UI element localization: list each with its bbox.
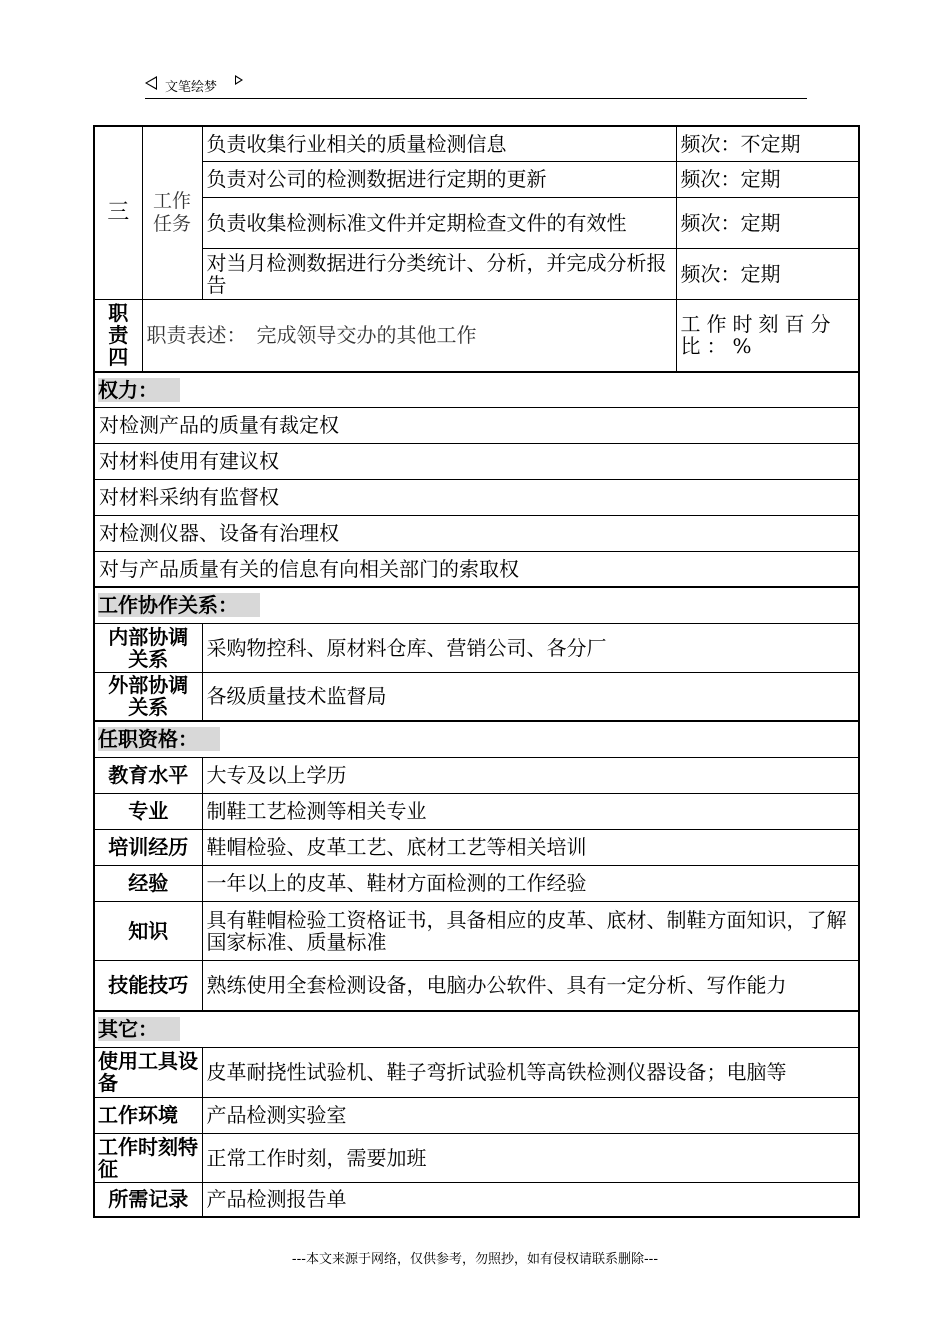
duty3-task: 负责收集行业相关的质量检测信息 — [202, 126, 676, 161]
relations-label: 外部协调关系 — [94, 672, 202, 721]
duty3-task: 负责对公司的检测数据进行定期的更新 — [202, 161, 676, 197]
other-label: 工作环境 — [94, 1097, 202, 1133]
duty3-task: 对当月检测数据进行分类统计、分析，并完成分析报告 — [202, 248, 676, 299]
qualification-row — [94, 901, 859, 960]
duty4-row — [94, 299, 859, 372]
duty3-freq: 频次：定期 — [676, 161, 859, 197]
page-footer: ---本文来源于网络，仅供参考，勿照抄，如有侵权请联系删除--- — [291, 1252, 659, 1267]
power-title: 权力： — [98, 378, 180, 402]
qualification-label: 培训经历 — [94, 829, 202, 865]
qualification-label: 教育水平 — [94, 757, 202, 793]
qualification-value: 大专及以上学历 — [202, 757, 859, 793]
other-value: 正常工作时刻，需要加班 — [202, 1133, 859, 1182]
duty3-label: 工作任务 — [142, 126, 202, 299]
other-value: 产品检测报告单 — [202, 1182, 859, 1217]
power-item-text: 对检测产品的质量有裁定权 — [94, 407, 859, 443]
relations-value: 采购物控科、原材料仓库、营销公司、各分厂 — [202, 623, 859, 672]
header-brand: 文笔绘梦 — [165, 80, 218, 95]
qualification-row — [94, 829, 859, 865]
power-item — [94, 407, 859, 443]
qualification-value: 鞋帽检验、皮革工艺、底材工艺等相关培训 — [202, 829, 859, 865]
other-row — [94, 1182, 859, 1217]
duty3-task: 负责收集检测标准文件并定期检查文件的有效性 — [202, 197, 676, 248]
other-row — [94, 1097, 859, 1133]
other-value: 产品检测实验室 — [202, 1097, 859, 1133]
other-label: 工作时刻特征 — [94, 1133, 202, 1182]
other-label: 使用工具设备 — [94, 1047, 202, 1097]
power-item — [94, 443, 859, 479]
relations-row — [94, 623, 859, 672]
qualification-value: 一年以上的皮革、鞋材方面检测的工作经验 — [202, 865, 859, 901]
power-item — [94, 479, 859, 515]
other-row — [94, 1133, 859, 1182]
power-item-text: 对与产品质量有关的信息有向相关部门的索取权 — [94, 551, 859, 587]
qualifications-section-header — [94, 721, 859, 757]
job-description-table — [93, 125, 860, 1218]
other-value: 皮革耐挠性试验机、鞋子弯折试验机等高铁检测仪器设备；电脑等 — [202, 1047, 859, 1097]
left-triangle-icon — [145, 76, 157, 90]
relations-value: 各级质量技术监督局 — [202, 672, 859, 721]
power-section-header — [94, 372, 859, 407]
relations-title: 工作协作关系： — [98, 593, 260, 617]
duty3-row-3 — [94, 197, 859, 248]
qualification-value: 制鞋工艺检测等相关专业 — [202, 793, 859, 829]
relations-label: 内部协调关系 — [94, 623, 202, 672]
duty4-description: 职责表述： 完成领导交办的其他工作 — [142, 299, 676, 372]
duty4-time-percentage: 工作时刻百分比：% — [676, 299, 859, 372]
qualification-label: 技能技巧 — [94, 960, 202, 1011]
duty3-row-2 — [94, 161, 859, 197]
power-item-text: 对材料采纳有监督权 — [94, 479, 859, 515]
qualification-value: 具有鞋帽检验工资格证书，具备相应的皮革、底材、制鞋方面知识，了解国家标准、质量标准 — [202, 901, 859, 960]
duty3-number: 三 — [94, 126, 142, 299]
other-section-header — [94, 1011, 859, 1047]
qualification-label: 经验 — [94, 865, 202, 901]
duty3-freq: 频次：不定期 — [676, 126, 859, 161]
duty3-freq: 频次：定期 — [676, 197, 859, 248]
qualification-label: 知识 — [94, 901, 202, 960]
qualification-row — [94, 960, 859, 1011]
qualification-row — [94, 793, 859, 829]
qualification-row — [94, 757, 859, 793]
power-item — [94, 551, 859, 587]
duty3-freq: 频次：定期 — [676, 248, 859, 299]
relations-row — [94, 672, 859, 721]
qualification-row — [94, 865, 859, 901]
right-triangle-icon — [235, 75, 243, 85]
qualification-value: 熟练使用全套检测设备，电脑办公软件、具有一定分析、写作能力 — [202, 960, 859, 1011]
power-item — [94, 515, 859, 551]
page-header — [145, 72, 807, 99]
other-label: 所需记录 — [94, 1182, 202, 1217]
qualification-label: 专业 — [94, 793, 202, 829]
power-item-text: 对检测仪器、设备有治理权 — [94, 515, 859, 551]
power-item-text: 对材料使用有建议权 — [94, 443, 859, 479]
other-row — [94, 1047, 859, 1097]
duty3-row-1 — [94, 126, 859, 161]
duty3-row-4 — [94, 248, 859, 299]
relations-section-header — [94, 587, 859, 623]
duty4-number: 职责四 — [94, 299, 142, 372]
qualifications-title: 任职资格： — [98, 727, 220, 751]
other-title: 其它： — [98, 1017, 180, 1041]
